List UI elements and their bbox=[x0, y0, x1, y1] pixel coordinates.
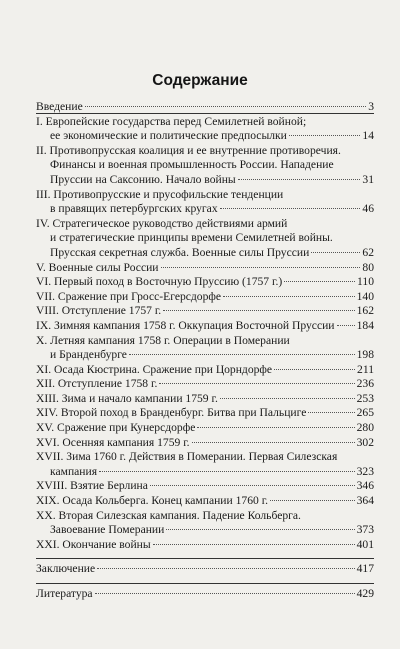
toc-entry[interactable] bbox=[36, 304, 374, 319]
toc-entry-line: XIX. Осада Кольберга. Конец кампании 1760 г. bbox=[36, 494, 269, 508]
toc-entry-line: I. Европейские государства перед Семилетней войной; bbox=[36, 114, 307, 128]
toc-entry-line: Завоевание Померании bbox=[50, 523, 165, 537]
toc-entry[interactable] bbox=[36, 494, 374, 509]
toc-page-number: 14 bbox=[362, 129, 374, 143]
toc-page-number: 253 bbox=[356, 391, 374, 405]
rule-before-conclusion bbox=[36, 558, 374, 559]
toc-entry-line: XX. Вторая Силезская кампания. Падение Кольберга. bbox=[36, 508, 301, 522]
toc-entry[interactable] bbox=[36, 450, 374, 479]
toc-entry[interactable] bbox=[36, 217, 374, 261]
dot-leader bbox=[308, 412, 354, 413]
dot-leader bbox=[99, 471, 355, 472]
toc-page-number: 323 bbox=[356, 464, 374, 478]
toc-entry-line: XI. Осада Кюстрина. Сражение при Цорндорфе bbox=[36, 362, 273, 376]
dot-leader bbox=[284, 281, 355, 282]
toc-page-number: 184 bbox=[356, 318, 374, 332]
toc-page-number: 280 bbox=[356, 421, 374, 435]
dot-leader bbox=[159, 383, 354, 384]
toc-entry[interactable] bbox=[36, 377, 374, 392]
toc-page-number: 429 bbox=[356, 587, 374, 600]
toc-entry[interactable] bbox=[36, 538, 374, 553]
toc-entry-line: Прусская секретная служба. Военные силы Пруссии bbox=[50, 245, 310, 259]
toc-entry-line: VII. Сражение при Гросс-Егерсдорфе bbox=[36, 289, 222, 303]
page-title: Содержание bbox=[152, 72, 248, 89]
toc-page-number: 302 bbox=[356, 435, 374, 449]
toc-page-number: 265 bbox=[356, 406, 374, 420]
toc-page-number: 236 bbox=[356, 377, 374, 391]
toc-entry-line: XIV. Второй поход в Бранденбург. Битва при Пальциге bbox=[36, 406, 307, 420]
toc-page-number: 62 bbox=[362, 245, 374, 259]
dot-leader bbox=[166, 529, 354, 530]
rule-before-literature bbox=[36, 583, 374, 584]
toc-entry-line: кампания bbox=[50, 464, 98, 478]
toc-entry-line: II. Противопрусская коалиция и ее внутренние противоречия. bbox=[36, 143, 341, 157]
toc-entry-line: III. Противопрусские и прусофильские тенденции bbox=[36, 187, 284, 201]
toc-page-number: 80 bbox=[362, 260, 374, 274]
dot-leader bbox=[270, 500, 355, 501]
toc-entry-line: IX. Зимняя кампания 1758 г. Оккупация Восточной Пруссии bbox=[36, 318, 335, 332]
toc-entry-line: V. Военные силы России bbox=[36, 260, 159, 274]
toc-entry-line: в правящих петербургских кругах bbox=[50, 202, 218, 216]
toc-entry[interactable] bbox=[36, 406, 374, 421]
toc-page-number: 346 bbox=[356, 479, 374, 493]
toc-entry[interactable] bbox=[36, 421, 374, 436]
dot-leader bbox=[95, 593, 355, 594]
toc-page-number: 110 bbox=[357, 275, 374, 289]
dot-leader bbox=[129, 354, 355, 355]
toc-page-number: 198 bbox=[356, 348, 374, 362]
toc-entry[interactable] bbox=[36, 392, 374, 407]
toc-entry-line: VI. Первый поход в Восточную Пруссию (1757 г.) bbox=[36, 275, 283, 289]
toc-entry-line: XII. Отступление 1758 г. bbox=[36, 377, 158, 391]
toc-entry-line: и Бранденбурге bbox=[50, 348, 127, 362]
toc-entry-line: IV. Стратегическое руководство действиями армий bbox=[36, 216, 288, 230]
toc-entry[interactable] bbox=[36, 562, 374, 577]
toc-entry[interactable] bbox=[36, 363, 374, 378]
toc-entry[interactable] bbox=[36, 115, 374, 144]
toc-entry[interactable] bbox=[36, 144, 374, 188]
dot-leader bbox=[274, 369, 355, 370]
toc-entry[interactable] bbox=[36, 188, 374, 217]
dot-leader bbox=[223, 296, 355, 297]
dot-leader bbox=[220, 208, 361, 209]
dot-leader bbox=[238, 179, 361, 180]
toc-entry-line: Заключение bbox=[36, 562, 96, 576]
dot-leader bbox=[161, 267, 361, 268]
toc-entry[interactable] bbox=[36, 436, 374, 451]
toc-entry[interactable] bbox=[36, 100, 374, 115]
toc-entry-line: Введение bbox=[36, 100, 83, 113]
toc-entry-line: VIII. Отступление 1757 г. bbox=[36, 304, 162, 318]
toc-entry-line: Пруссии на Саксонию. Начало войны bbox=[50, 172, 236, 186]
dot-leader bbox=[97, 568, 354, 569]
toc-entry-line: XV. Сражение при Кунерсдорфе bbox=[36, 421, 196, 435]
toc-page-number: 140 bbox=[356, 289, 374, 303]
toc-entry-line: XIII. Зима и начало кампании 1759 г. bbox=[36, 391, 218, 405]
toc-page-number: 211 bbox=[357, 362, 374, 376]
dot-leader bbox=[150, 485, 355, 486]
dot-leader bbox=[85, 106, 366, 107]
toc-entry[interactable] bbox=[36, 319, 374, 334]
toc-page-number: 162 bbox=[356, 304, 374, 318]
dot-leader bbox=[192, 442, 355, 443]
dot-leader bbox=[220, 398, 355, 399]
toc-entry[interactable] bbox=[36, 587, 374, 602]
toc-entry-line: X. Летняя кампания 1758 г. Операции в Померании bbox=[36, 333, 290, 347]
toc-page-number: 3 bbox=[368, 100, 374, 113]
toc-page-number: 46 bbox=[362, 202, 374, 216]
toc-entry-line: Литература bbox=[36, 587, 93, 600]
toc-page-number: 373 bbox=[356, 523, 374, 537]
toc-entry[interactable] bbox=[36, 509, 374, 538]
toc-entry[interactable] bbox=[36, 334, 374, 363]
dot-leader bbox=[289, 135, 361, 136]
toc-entry-line: и стратегические принципы времени Семилетней войны. bbox=[50, 231, 333, 245]
toc-entry-line: Финансы и военная промышленность России. Нападение bbox=[50, 158, 334, 172]
toc-entry-line: XVIII. Взятие Берлина bbox=[36, 479, 148, 493]
toc-entry-line: XXI. Окончание войны bbox=[36, 537, 151, 551]
dot-leader bbox=[197, 427, 354, 428]
toc-entry[interactable] bbox=[36, 275, 374, 290]
toc-page-number: 31 bbox=[362, 172, 374, 186]
toc-entry-line: XVI. Осенняя кампания 1759 г. bbox=[36, 435, 190, 449]
toc-page-number: 417 bbox=[356, 562, 374, 576]
toc-list bbox=[36, 100, 374, 602]
dot-leader bbox=[153, 544, 355, 545]
dot-leader bbox=[311, 252, 360, 253]
toc-entry[interactable] bbox=[36, 479, 374, 494]
dot-leader bbox=[163, 310, 354, 311]
toc-page-number: 364 bbox=[356, 494, 374, 508]
dot-leader bbox=[337, 325, 355, 326]
toc-entry-line: XVII. Зима 1760 г. Действия в Померании. Первая Силезская bbox=[36, 450, 338, 464]
toc-entry[interactable] bbox=[36, 261, 374, 276]
toc-page-number: 401 bbox=[356, 537, 374, 551]
toc-entry-line: ее экономические и политические предпосылки bbox=[50, 129, 287, 143]
toc-entry[interactable] bbox=[36, 290, 374, 305]
